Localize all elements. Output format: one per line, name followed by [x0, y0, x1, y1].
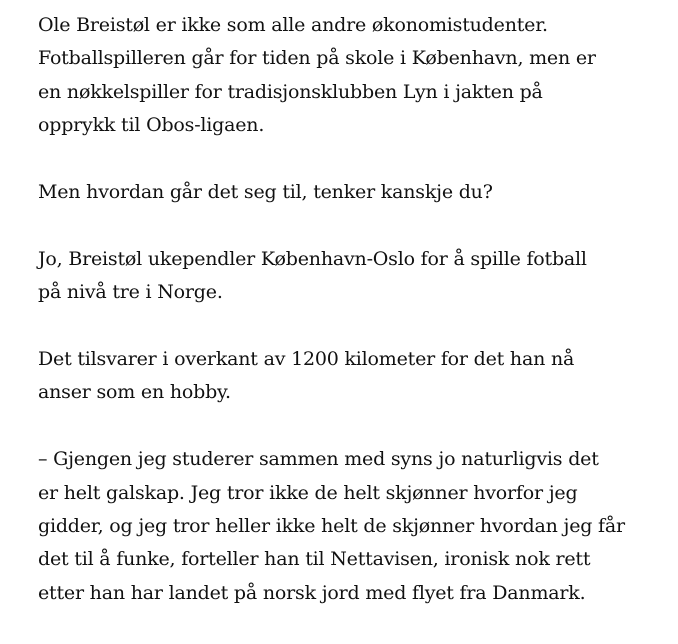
- text-line: Fotballspilleren går for tiden på skole i København, men er: [38, 47, 596, 70]
- text-line: anser som en hobby.: [38, 381, 231, 404]
- paragraph-answer: [38, 243, 658, 310]
- paragraph-intro: [38, 9, 658, 143]
- text-line: er helt galskap. Jeg tror ikke de helt skjønner hvorfor jeg: [38, 481, 578, 504]
- text-line: Det tilsvarer i overkant av 1200 kilometer for det han nå: [38, 348, 575, 371]
- text-line: opprykk til Obos-ligaen.: [38, 114, 265, 137]
- text-line: på nivå tre i Norge.: [38, 281, 223, 304]
- text-line: Ole Breistøl er ikke som alle andre økonomistudenter.: [38, 14, 548, 36]
- paragraph-quote: [38, 443, 658, 610]
- text-line: det til å funke, forteller han til Nettavisen, ironisk nok rett: [38, 548, 591, 571]
- text-line: etter han har landet på norsk jord med flyet fra Danmark.: [38, 581, 586, 604]
- article-body: [38, 9, 658, 644]
- text-line: – Gjengen jeg studerer sammen med syns jo naturligvis det: [38, 448, 599, 471]
- text-line: Jo, Breistøl ukependler København-Oslo for å spille fotball: [38, 247, 587, 270]
- text-line: gidder, og jeg tror heller ikke helt de skjønner hvordan jeg får: [38, 515, 625, 538]
- paragraph-distance: [38, 343, 658, 410]
- paragraph-question: [38, 176, 658, 209]
- text-line: en nøkkelspiller for tradisjonsklubben Lyn i jakten på: [38, 80, 543, 103]
- text-line: Men hvordan går det seg til, tenker kanskje du?: [38, 181, 493, 204]
